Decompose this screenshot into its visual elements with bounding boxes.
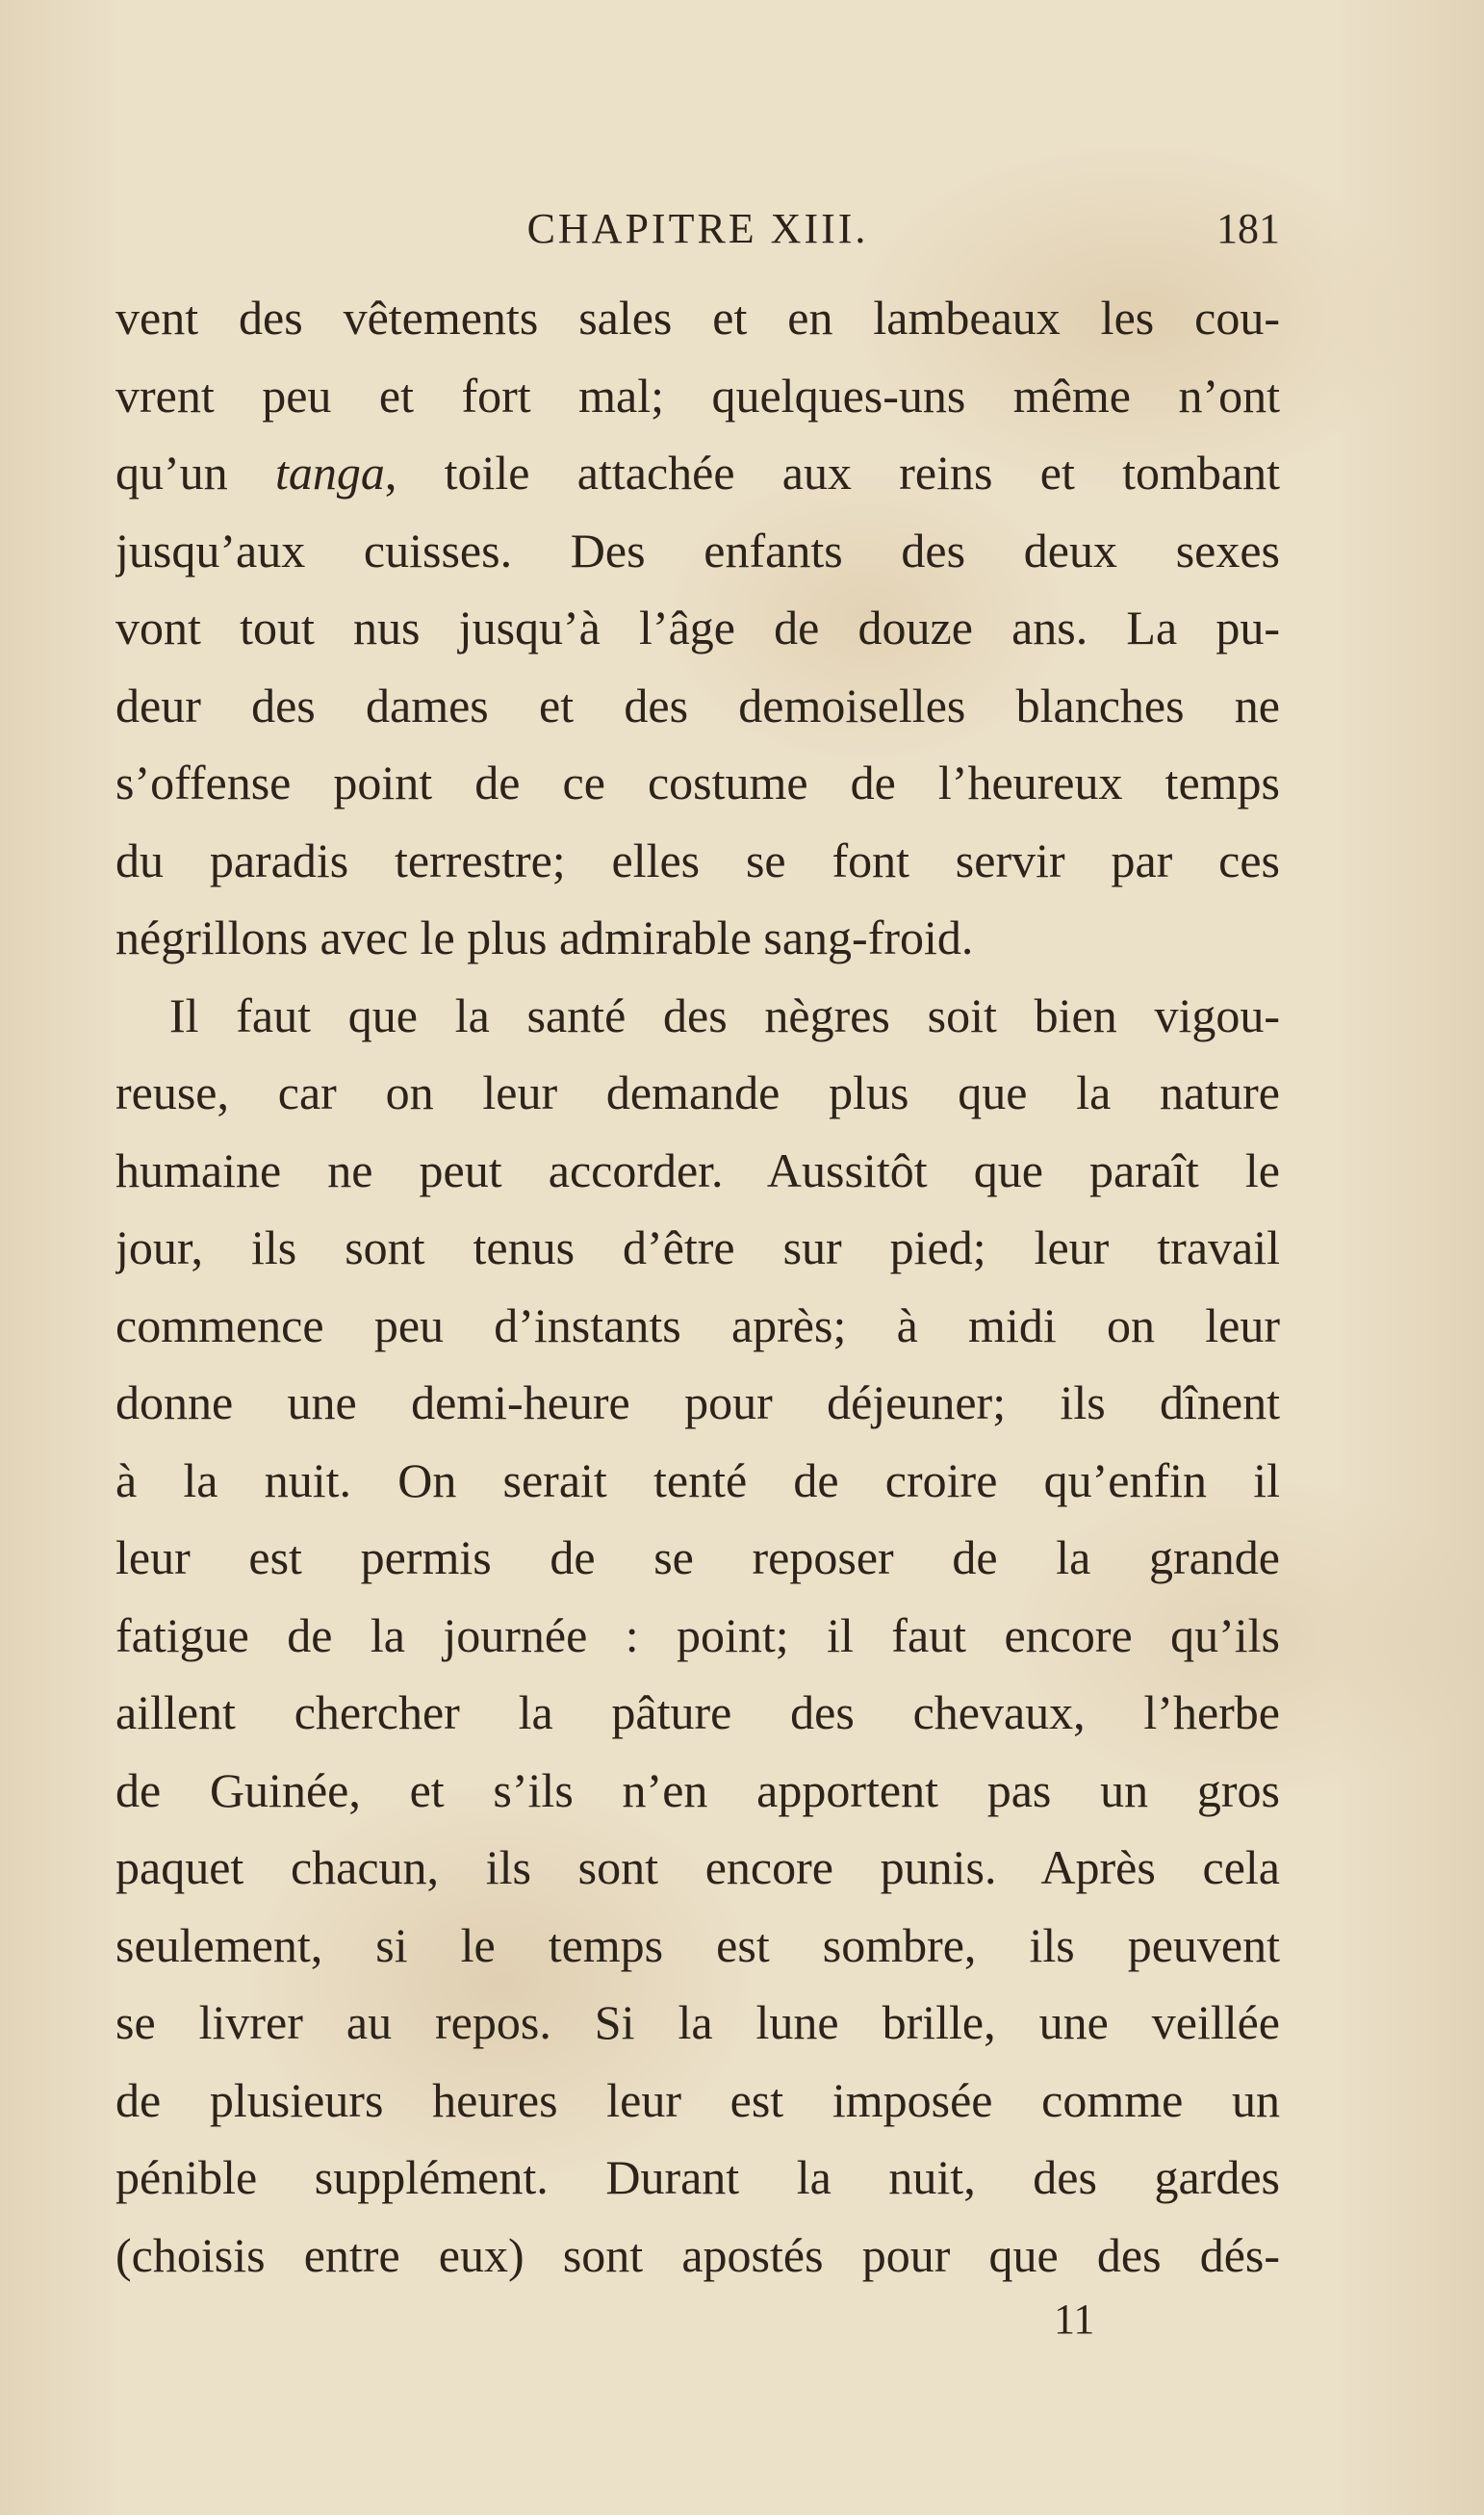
text-line-22: seulement, si le temps est sombre, ils peuvent bbox=[115, 1917, 1280, 1972]
text-line-3-start: qu’un bbox=[115, 446, 275, 500]
text-line-13: jour, ils sont tenus d’être sur pied; leur travail bbox=[115, 1220, 1280, 1274]
text-line-1: vent des vêtements sales et en lambeaux les cou- bbox=[115, 291, 1280, 345]
text-line-3-end: , toile attachée aux reins et tombant bbox=[384, 446, 1280, 500]
text-line-20: de Guinée, et s’ils n’en apportent pas un gros bbox=[115, 1762, 1280, 1817]
text-line-21: paquet chacun, ils sont encore punis. Après cela bbox=[115, 1840, 1280, 1894]
italic-word-tanga: tanga bbox=[274, 446, 385, 500]
text-line-23: se livrer au repos. Si la lune brille, une veillée bbox=[115, 1995, 1280, 2049]
text-line-19: aillent chercher la pâture des chevaux, l’herbe bbox=[115, 1685, 1280, 1739]
text-line-18: fatigue de la journée : point; il faut encore qu’ils bbox=[115, 1607, 1280, 1662]
text-line-17: leur est permis de se reposer de la grande bbox=[115, 1530, 1280, 1584]
text-line-11: reuse, car on leur demande plus que la nature bbox=[115, 1065, 1280, 1119]
text-line-26: (choisis entre eux) sont apostés pour que des dés- bbox=[115, 2227, 1280, 2282]
text-line-4: jusqu’aux cuisses. Des enfants des deux sexes bbox=[115, 523, 1280, 577]
text-line-2: vrent peu et fort mal; quelques-uns même n’ont bbox=[115, 368, 1280, 423]
text-line-10: Il faut que la santé des nègres soit bien vigou- bbox=[169, 988, 1280, 1042]
text-line-12: humaine ne peut accorder. Aussitôt que paraît le bbox=[115, 1142, 1280, 1197]
text-line-25: pénible supplément. Durant la nuit, des gardes bbox=[115, 2150, 1280, 2204]
text-line-9: négrillons avec le plus admirable sang-froid. bbox=[115, 911, 974, 964]
chapter-title: CHAPITRE XIII. bbox=[526, 205, 869, 252]
text-line-16: à la nuit. On serait tenté de croire qu’enfin il bbox=[115, 1452, 1280, 1507]
text-line-14: commence peu d’instants après; à midi on leur bbox=[115, 1297, 1280, 1352]
running-head bbox=[115, 200, 1280, 258]
page-number: 181 bbox=[1216, 205, 1280, 252]
text-line-6: deur des dames et des demoiselles blanches ne bbox=[115, 678, 1280, 732]
text-line-7: s’offense point de ce costume de l’heureux temps bbox=[115, 756, 1280, 809]
body-text bbox=[115, 279, 1280, 2294]
text-line-5: vont tout nus jusqu’à l’âge de douze ans. La pu- bbox=[115, 601, 1280, 654]
signature-mark: 11 bbox=[1054, 2296, 1095, 2343]
text-line-8: du paradis terrestre; elles se font servir par ces bbox=[115, 833, 1280, 887]
text-line-15: donne une demi-heure pour déjeuner; ils dînent bbox=[115, 1375, 1280, 1429]
text-line-3 bbox=[115, 434, 1280, 512]
text-line-24: de plusieurs heures leur est imposée comme un bbox=[115, 2072, 1280, 2127]
